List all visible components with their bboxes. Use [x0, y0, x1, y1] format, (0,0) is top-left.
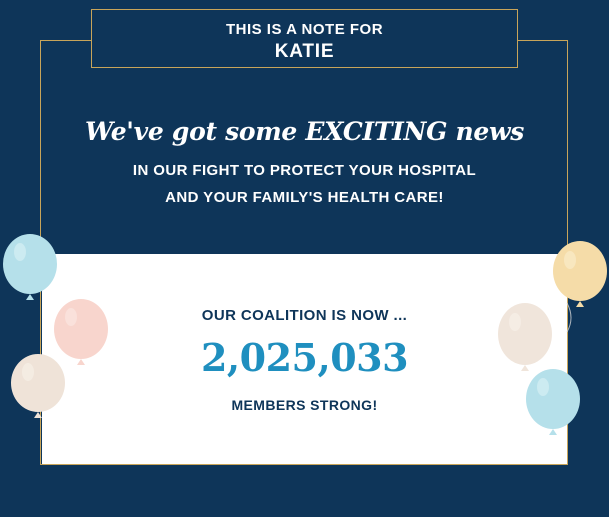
recipient-name: KATIE — [274, 41, 335, 62]
note-label-box — [91, 9, 518, 68]
coalition-intro: OUR COALITION IS NOW ... — [201, 307, 408, 324]
headline: We've got some EXCITING news — [84, 117, 525, 146]
note-heading: THIS IS A NOTE FOR — [225, 21, 384, 38]
members-strong-text: MEMBERS STRONG! — [231, 397, 378, 413]
member-count: 2,025,033 — [200, 335, 409, 380]
subheadline-line-2: AND YOUR FAMILY'S HEALTH CARE! — [165, 189, 444, 206]
subheadline-line-1: IN OUR FIGHT TO PROTECT YOUR HOSPITAL — [132, 162, 477, 179]
